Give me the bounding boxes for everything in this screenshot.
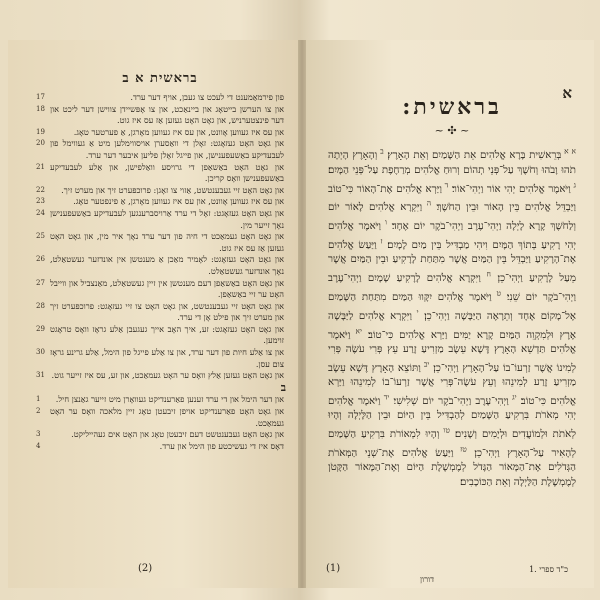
verse-number: 20 (36, 139, 45, 148)
verse-text: וְהָאָרֶץ הָיְתָה תֹהוּ וָבֹהוּ וְחֹשֶׁךְ עַל־פְּנֵי תְהוֹם וְרוּחַ אֱלֹהִים מְרַחֶפֶת עַל־פְּנֵי הַמָּיִם׃ (328, 150, 576, 176)
verse-number: 3 (36, 430, 41, 439)
verse-number: 31 (36, 371, 45, 380)
left-page-number: (2) (138, 563, 153, 574)
verse-text: וַיִּקְרָא אֱלֹהִים לָאוֹר יוֹם וְלַחֹשֶׁךְ קָרָא לָיְלָה וַיְהִי־עֶרֶב וַיְהִי־בֹקֶר יוֹם אֶחָד׃ (328, 202, 576, 233)
verse-text: וַיִּקְרָא אֱלֹהִים לָרָקִיעַ שָׁמָיִם וַיְהִי־עֶרֶב וַיְהִי־בֹקֶר יוֹם שֵׁנִי׃ (328, 273, 577, 303)
verse-number: 21 (36, 162, 45, 171)
verse-number: 24 (36, 208, 45, 217)
left-paragraph (36, 138, 284, 161)
verse-number: ה (422, 199, 432, 208)
verse-number: ז (376, 236, 383, 246)
verse-number: 28 (36, 301, 45, 310)
left-paragraph (36, 254, 284, 277)
verse-number: ט (491, 288, 501, 298)
verse-number: 19 (36, 127, 45, 136)
verse-text: וַיִּקְרָא אֱלֹהִים לַיַּבָּשָׁה אֶרֶץ וּלְמִקְוֵה הַמַּיִם קָרָא יַמִּים וַיַּרְא אֱלֹהִים כִּי־טוֹב׃ (328, 310, 577, 341)
verse-text: און גאָט האָט געזאָגט: זע, איך האָב אייך געגעבן אַלע גראָז וואָס טראָגט זוימען. (50, 323, 284, 346)
right-page-number: (1) (326, 563, 341, 574)
verse-number: יג (508, 392, 517, 402)
verse-text: וַיֹּאמֶר אֱלֹהִים יִקָּווּ הַמַּיִם מִתַּחַת הַשָּׁמַיִם אֶל־מָקוֹם אֶחָד וְתֵרָאֶה הַיַּבָּשָׁה וַיְהִי־כֵן׃ (328, 291, 576, 322)
verse-text: וַיֹּאמֶר אֱלֹהִים יְהִי אוֹר וַיְהִי־אוֹר׃ (448, 183, 571, 195)
left-running-head: בראשית א ב (122, 71, 198, 86)
verse-text: בְּרֵאשִׁית בָּרָא אֱלֹהִים אֵת הַשָּׁמַיִם וְאֵת הָאָרֶץ׃ (383, 150, 562, 162)
verse-text: און גאָט האָט געבענטשט דעם זיבעטן טאָג און האָט אים געהייליקט. (71, 429, 284, 440)
verse-text: און עס איז געווען אָוונט, און עס איז געווען מאָרגן, אַ פינפטער טאָג. (73, 196, 284, 207)
verse-number: ג (570, 180, 576, 190)
chapter-two-start (36, 382, 284, 395)
left-paragraph (36, 324, 284, 347)
verse-text: און גאָט האָט באַשאַפן דעם מענטשן אין זיין געשטאַלט, מאַנצביל און ווייבל האָט ער זיי באַשאַפן. (50, 277, 284, 300)
left-paragraph (36, 196, 284, 208)
verse-number: 29 (36, 324, 45, 333)
verse-text: און גאָט האָט געזאָגט: לאָמיר מאַכן אַ מענטשן אין אונדזער געשטאַלט, נאָך אונדזער געשטאַלט. (50, 254, 284, 276)
verse-number: 30 (36, 348, 45, 357)
verse-number: 18 (36, 104, 45, 113)
verse-text: און גאָט האָט געמאַכט די חיה פון דער ערד נאָך איר מין, און גאָט האָט געזען אַז עס איז גוט. (50, 231, 284, 253)
left-paragraph (36, 92, 284, 104)
verse-number: יב (420, 359, 430, 369)
verse-text: און דער הימל און די ערד זענען פאַרענדיקט געוואָרן מיט זייער גאַנצן חיל. (55, 394, 284, 405)
right-corner-letter: א (562, 84, 572, 102)
verse-number: 1 (36, 395, 41, 404)
verse-text: און גאָט האָט געזען אַלץ וואָס ער האָט געמאַכט, און זע, עס איז זייער גוט. (51, 370, 284, 381)
verse-number: ח (480, 269, 491, 279)
right-footer-note: כ"ד ספרי .1 (529, 565, 568, 574)
verse-text: וַיֹּאמֶר אֱלֹהִים יְהִי מְאֹרֹת בִּרְקִיעַ הַשָּׁמַיִם לְהַבְדִּיל בֵּין הַיּוֹם וּבֵין הַלָּיְלָה וְהָיוּ לְאֹתֹת וּלְמוֹעֲדִים וּלְיָמִים וְשָׁנִים׃ (328, 395, 576, 441)
left-paragraph (36, 406, 284, 429)
verse-number: 4 (36, 441, 41, 450)
left-paragraph (36, 441, 284, 453)
verse-text: וְהָיוּ לִמְאוֹרֹת בִּרְקִיעַ הַשָּׁמַיִם לְהָאִיר עַל־הָאָרֶץ וַיְהִי־כֵן׃ (328, 429, 576, 459)
left-paragraph (36, 162, 284, 185)
verse-number: 23 (36, 197, 45, 206)
verse-number: ו (381, 217, 387, 227)
verse-text: און צו הערשן בייטאָג און ביינאַכט, און צו אָפּשיידן צווישן דער ליכט און דער פינצטערניש, און גאָט האָט געזען אַז עס איז גוט. (50, 103, 284, 126)
verse-number: יד (380, 392, 390, 402)
verse-number: 17 (36, 93, 45, 101)
verse-text: און עס איז געווען אָוונט, און עס איז געווען מאָרגן, אַ פערטער טאָג. (73, 126, 284, 137)
left-text-column (36, 92, 284, 452)
verse-number: טו (439, 425, 450, 435)
verse-number: ב (377, 147, 384, 156)
verse-text: דאָס איז די געשיכטע פון הימל און ערד. (159, 440, 284, 451)
hebrew-verse (448, 180, 576, 195)
verse-number: א א (561, 147, 577, 156)
verse-number: טז (453, 444, 467, 454)
right-page (306, 40, 594, 588)
left-paragraph (36, 301, 284, 324)
left-paragraph (36, 104, 284, 127)
left-page (8, 40, 298, 588)
right-footer-mid: דורון (420, 575, 434, 584)
verse-text: וַיַּעַשׂ אֱלֹהִים אֶת־הָרָקִיעַ וַיַּבְדֵּל בֵּין הַמַּיִם אֲשֶׁר מִתַּחַת לָרָקִיעַ וּבֵין הַמַּיִם אֲשֶׁר מֵעַל לָרָקִיעַ וַיְהִי־כֵן׃ (328, 239, 576, 285)
right-text-column (328, 145, 576, 490)
verse-text: וַיֹּאמֶר אֱלֹהִים יְהִי רָקִיעַ בְּתוֹךְ הַמָּיִם וִיהִי מַבְדִּיל בֵּין מַיִם לָמָיִם׃ (328, 221, 577, 251)
left-paragraph (36, 394, 284, 406)
verse-text: פון פירמאַמענט די לעכט צו געבן, אויף דער ערד. (130, 92, 284, 102)
verse-text: וַתּוֹצֵא הָאָרֶץ דֶּשֶׁא עֵשֶׂב מַזְרִיעַ זֶרַע לְמִינֵהוּ וְעֵץ עֹשֶׂה־פְּרִי אֲשֶׁר זַרְעוֹ־בוֹ לְמִינֵהוּ וַיַּרְא אֱלֹהִים כִּי־טוֹב׃ (328, 362, 576, 407)
title-ornament: ~ ✣ ~ (434, 124, 470, 137)
verse-number: 2 (36, 407, 41, 416)
verse-number: 26 (36, 255, 45, 264)
verse-text: וַיַּעַשׂ אֱלֹהִים אֶת־שְׁנֵי הַמְּאֹרֹת הַגְּדֹלִים אֶת־הַמָּאוֹר הַגָּדֹל לְמֶמְשֶׁלֶת הַיּוֹם וְאֶת־הַמָּאוֹר הַקָּטֹן לְמֶמְשֶׁלֶת הַלַּיְלָה וְאֵת הַכּוֹכָבִים׃ (328, 447, 576, 488)
verse-number: י (412, 307, 419, 317)
verse-text: און צו אַלע חיות פון דער ערד, און צו אַלע פייגל פון הימל, אַלע גרינע גראָז צום עסן. (50, 347, 284, 369)
verse-text: און גאָט האָט געזאָגט: זאָלן די וואַסערן אויסווימלען מיט אַ געווימל פון לעבעדיקע באַשעפענישן, און פייגל זאָלן פליען איבער דער ערד. (50, 138, 284, 160)
left-paragraph (36, 231, 284, 254)
left-paragraph (36, 185, 284, 197)
verse-text: און גאָט האָט זיי געבענטשט, אַזוי צו זאָגן: פרוכפּערט זיך און מערט זיך. (61, 184, 284, 195)
verse-text: וַיְהִי־עֶרֶב וַיְהִי־בֹקֶר יוֹם שְׁלִישִׁי׃ (389, 395, 509, 407)
verse-text: און גאָט האָט באַשאַפן די גרויסע וואַלפישן, און אַלע לעבעדיקע באַשעפענישן וואָס קריכן. (50, 161, 284, 184)
left-paragraph (36, 370, 284, 382)
chapter-mark: ב (280, 380, 286, 394)
verse-number: יא (350, 326, 363, 336)
verse-text: און גאָט האָט זיי געבענטשט, און גאָט האָט צו זיי געזאָגט: פרוכפּערט זיך און מערט זיך און פילט אָן די ערד. (50, 300, 284, 323)
verse-number: 25 (36, 232, 45, 241)
left-paragraph (36, 208, 284, 231)
hebrew-verse (383, 147, 577, 162)
left-paragraph (36, 347, 284, 370)
verse-text: וַיַּרְא אֱלֹהִים אֶת־הָאוֹר כִּי־טוֹב וַיַּבְדֵּל אֱלֹהִים בֵּין הָאוֹר וּבֵין הַחֹשֶׁךְ׃ (328, 183, 576, 214)
verse-number: 27 (36, 278, 45, 287)
verse-text: און גאָט האָט געזאָגט: זאָל די ערד אַרויסברענגען לעבעדיקע באַשעפענישן נאָך זייער מין. (50, 207, 284, 230)
book-title: בראשית: (402, 94, 502, 120)
left-paragraph (36, 127, 284, 139)
verse-text: וַיֹּאמֶר אֱלֹהִים תַּדְשֵׁא הָאָרֶץ דֶּשֶׁא עֵשֶׂב מַזְרִיעַ זֶרַע עֵץ פְּרִי עֹשֶׂה פְּרִי לְמִינוֹ אֲשֶׁר זַרְעוֹ־בוֹ עַל־הָאָרֶץ וַיְהִי־כֵן׃ (328, 329, 576, 374)
left-paragraph (36, 429, 284, 441)
verse-number: 22 (36, 185, 45, 194)
verse-number: ד (441, 180, 449, 190)
left-paragraph (36, 278, 284, 301)
verse-text: און גאָט האָט פאַרענדיקט אויפן זיבעטן טאָג זיין מלאכה וואָס ער האָט געמאַכט. (50, 406, 284, 428)
hebrew-verse (389, 392, 517, 407)
